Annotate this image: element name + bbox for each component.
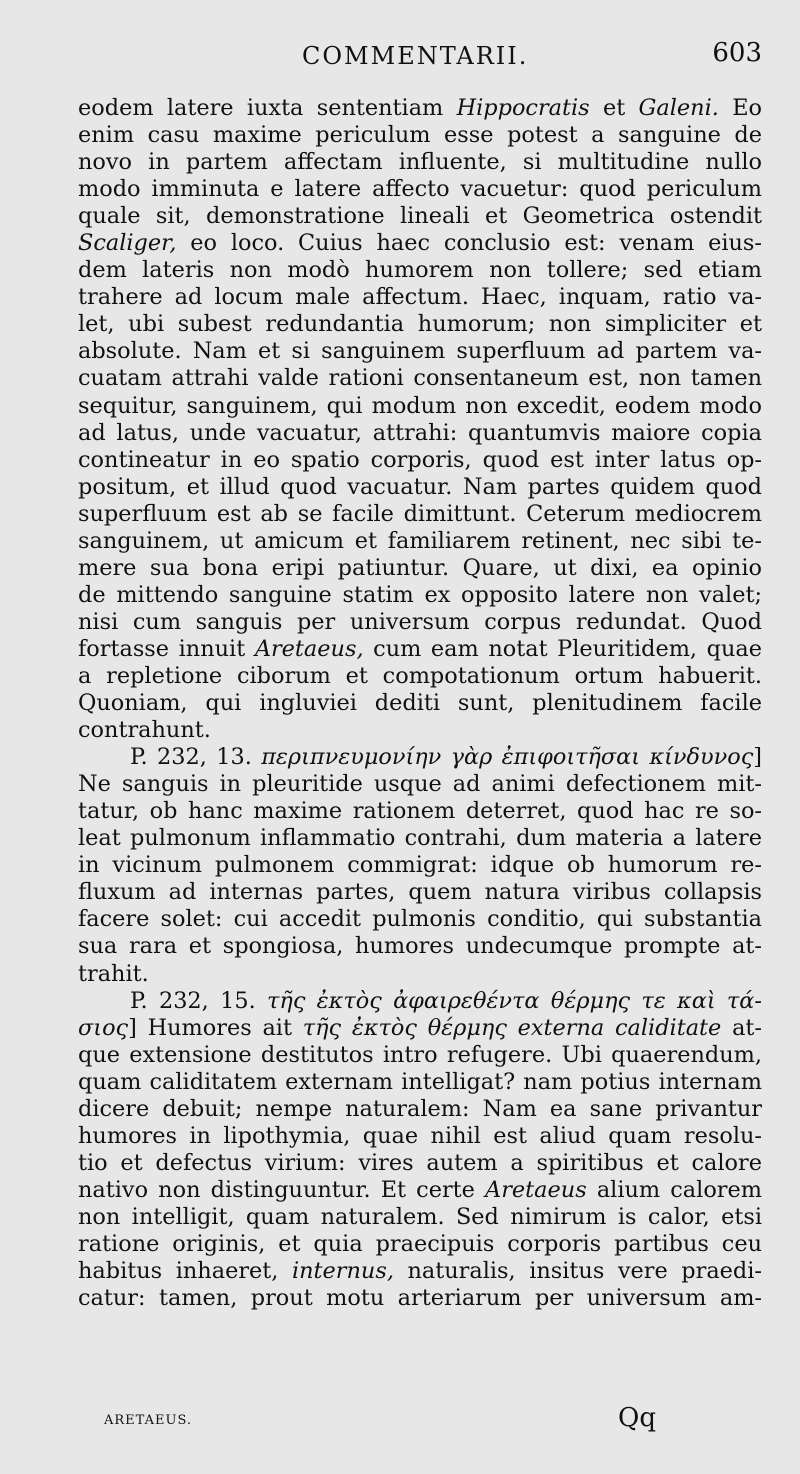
text-line — [78, 1042, 762, 1069]
text-line — [78, 988, 762, 1015]
text-line — [78, 933, 762, 960]
text-line — [78, 1285, 762, 1312]
text-segment: et — [589, 95, 639, 121]
running-title: COMMENTARII. — [302, 42, 529, 70]
text-line — [78, 95, 762, 122]
text-line — [78, 879, 762, 906]
text-line — [78, 149, 762, 176]
italic-segment: externa caliditate — [517, 1014, 722, 1041]
text-segment: at- — [721, 1014, 762, 1041]
text-line — [78, 906, 762, 933]
text-line — [78, 1150, 762, 1177]
text-segment: mere sua bona eripi patiuntur. Quare, ut dixi, ea opinio — [78, 554, 762, 581]
text-segment: P. 232, 13. — [130, 744, 262, 771]
text-segment: habitus inhaeret, — [78, 1258, 292, 1285]
text-segment: eo loco. Cuius haec conclusio est: venam eius- — [176, 230, 762, 257]
italic-segment: σιος — [78, 1014, 129, 1041]
text-segment — [507, 1015, 518, 1041]
text-segment: trahere ad locum male affectum. Haec, inquam, ratio va- — [78, 284, 762, 311]
text-segment: fluxum ad internas partes, quem natura viribus collapsis — [78, 879, 762, 906]
text-segment: superfluum est ab se facile dimittunt. Ceterum mediocrem — [78, 500, 762, 527]
text-line — [78, 1069, 762, 1096]
text-line — [78, 311, 762, 338]
text-line — [78, 474, 762, 501]
text-segment: de mittendo sanguine statim ex opposito latere non valet; — [78, 581, 762, 608]
text-segment: fortasse innuit — [78, 635, 255, 662]
text-segment: dem lateris non modò humorem non tollere; sed etiam — [78, 257, 762, 284]
page-header — [78, 38, 762, 82]
text-segment: Ne sanguis in pleuritide usque ad animi defectionem mit- — [78, 771, 762, 798]
text-segment: enim casu maxime periculum esse potest a sanguine de — [78, 122, 762, 149]
text-segment: tatur, ob hanc maxime rationem deterret, quod hac re so- — [78, 798, 762, 825]
text-line — [78, 338, 762, 365]
text-segment: naturalis, insitus vere praedi- — [393, 1258, 762, 1285]
text-line — [78, 284, 762, 311]
text-segment: facere solet: cui accedit pulmonis conditio, qui substantia — [78, 906, 762, 933]
sheet-mark: Qq — [618, 1403, 656, 1433]
text-line — [78, 176, 762, 203]
text-segment: sua rara et spongiosa, humores undecumque prompte at- — [78, 933, 762, 960]
text-segment: ratione originis, et quia praecipuis corporis partibus ceu — [78, 1230, 762, 1257]
text-line — [78, 717, 762, 744]
text-line — [78, 798, 762, 825]
text-line — [78, 636, 762, 663]
text-line — [78, 528, 762, 555]
text-segment: contineatur in eo spatio corporis, quod est inter latus op- — [78, 446, 762, 473]
text-segment: let, ubi subest redundantia humorum; non simpliciter et — [78, 311, 762, 338]
text-segment: alium calorem — [586, 1176, 762, 1203]
text-segment: cum eam notat Pleuritidem, quae — [363, 635, 762, 662]
text-segment: eodem latere iuxta sententiam — [78, 95, 457, 121]
text-segment: trahit. — [78, 960, 149, 987]
text-line — [78, 447, 762, 474]
italic-segment: Aretaeus, — [254, 635, 364, 662]
text-line — [78, 555, 762, 582]
text-line — [78, 1015, 762, 1042]
signature-mark: ARETAEUS. — [104, 1413, 193, 1428]
text-line — [78, 1258, 762, 1285]
page-number: 603 — [712, 38, 762, 68]
text-segment: modo imminuta e latere affecto vacuetur: quod periculum — [78, 176, 762, 203]
text-line — [78, 257, 762, 284]
text-line — [78, 420, 762, 447]
text-segment: Quoniam, qui ingluviei dediti sunt, plenitudinem facile — [78, 690, 762, 717]
italic-segment: Hippocratis — [456, 95, 590, 121]
text-segment: tio et defectus virium: vires autem a spiritibus et calore — [78, 1149, 762, 1176]
italic-segment: Galeni. — [638, 95, 719, 121]
text-line — [78, 1096, 762, 1123]
text-line — [78, 1177, 762, 1204]
text-line — [78, 1231, 762, 1258]
text-line — [78, 122, 762, 149]
text-line — [78, 365, 762, 392]
text-segment: ad latus, unde vacuatur, attrahi: quantumvis maiore copia — [78, 419, 762, 446]
text-line — [78, 961, 762, 988]
italic-segment: internus, — [291, 1258, 394, 1285]
page-footer — [104, 1403, 664, 1443]
text-line — [78, 771, 762, 798]
italic-segment: τῆς ἐκτὸς θέρμης — [302, 1014, 507, 1041]
text-segment: ] — [753, 744, 762, 771]
text-segment: sequitur, sanguinem, qui modum non excedit, eodem modo — [78, 392, 762, 419]
text-segment: nativo non distinguuntur. Et certe — [78, 1176, 486, 1203]
text-segment: ] Humores ait — [128, 1014, 303, 1041]
text-segment: dicere debuit; nempe naturalem: Nam ea sane privantur — [78, 1095, 762, 1122]
body-text — [78, 95, 762, 1312]
text-line — [78, 230, 762, 257]
text-line — [78, 582, 762, 609]
text-segment: catur: tamen, prout motu arteriarum per universum am- — [78, 1285, 762, 1312]
text-segment: novo in partem affectam influente, si multitudine nullo — [78, 149, 762, 176]
text-line — [78, 501, 762, 528]
italic-segment: τῆς ἐκτὸς ἀφαιρεθέντα θέρμης τε καὶ τά- — [267, 987, 762, 1014]
text-segment: leat pulmonum inflammatio contrahi, dum materia a latere — [78, 825, 762, 852]
text-segment: non intelligit, quam naturalem. Sed nimirum is calor, etsi — [78, 1203, 762, 1230]
text-line — [78, 393, 762, 420]
text-line — [78, 825, 762, 852]
italic-segment: Scaliger, — [78, 230, 177, 257]
text-segment: nisi cum sanguis per universum corpus redundat. Quod — [78, 608, 762, 635]
text-line — [78, 852, 762, 879]
text-segment: sanguinem, ut amicum et familiarem retinent, nec sibi te- — [78, 527, 762, 554]
text-line — [78, 744, 762, 771]
text-segment: absolute. Nam et si sanguinem superfluum ad partem va- — [78, 338, 762, 365]
italic-segment: περιπνευμονίην γὰρ ἐπιφοιτῆσαι κίνδυνος — [261, 744, 754, 771]
text-line — [78, 1204, 762, 1231]
text-segment: in vicinum pulmonem commigrat: idque ob humorum re- — [78, 852, 762, 879]
text-line — [78, 1123, 762, 1150]
italic-segment: Aretaeus — [485, 1176, 587, 1203]
text-segment: quale sit, demonstratione lineali et Geometrica ostendit — [78, 203, 762, 230]
text-line — [78, 663, 762, 690]
text-segment: a repletione ciborum et compotationum ortum habuerit. — [78, 662, 762, 689]
text-segment: positum, et illud quod vacuatur. Nam partes quidem quod — [78, 473, 762, 500]
text-segment: Eo — [718, 95, 763, 121]
text-line — [78, 690, 762, 717]
text-segment: cuatam attrahi valde rationi consentaneum est, non tamen — [78, 365, 762, 392]
text-segment: humores in lipothymia, quae nihil est aliud quam resolu- — [78, 1122, 762, 1149]
text-line — [78, 203, 762, 230]
text-segment: quam caliditatem externam intelligat? nam potius internam — [78, 1068, 762, 1095]
text-segment: P. 232, 15. — [130, 987, 268, 1014]
text-segment: contrahunt. — [78, 717, 211, 744]
text-segment: que extensione destitutos intro refugere. Ubi quaerendum, — [78, 1041, 762, 1068]
text-line — [78, 609, 762, 636]
